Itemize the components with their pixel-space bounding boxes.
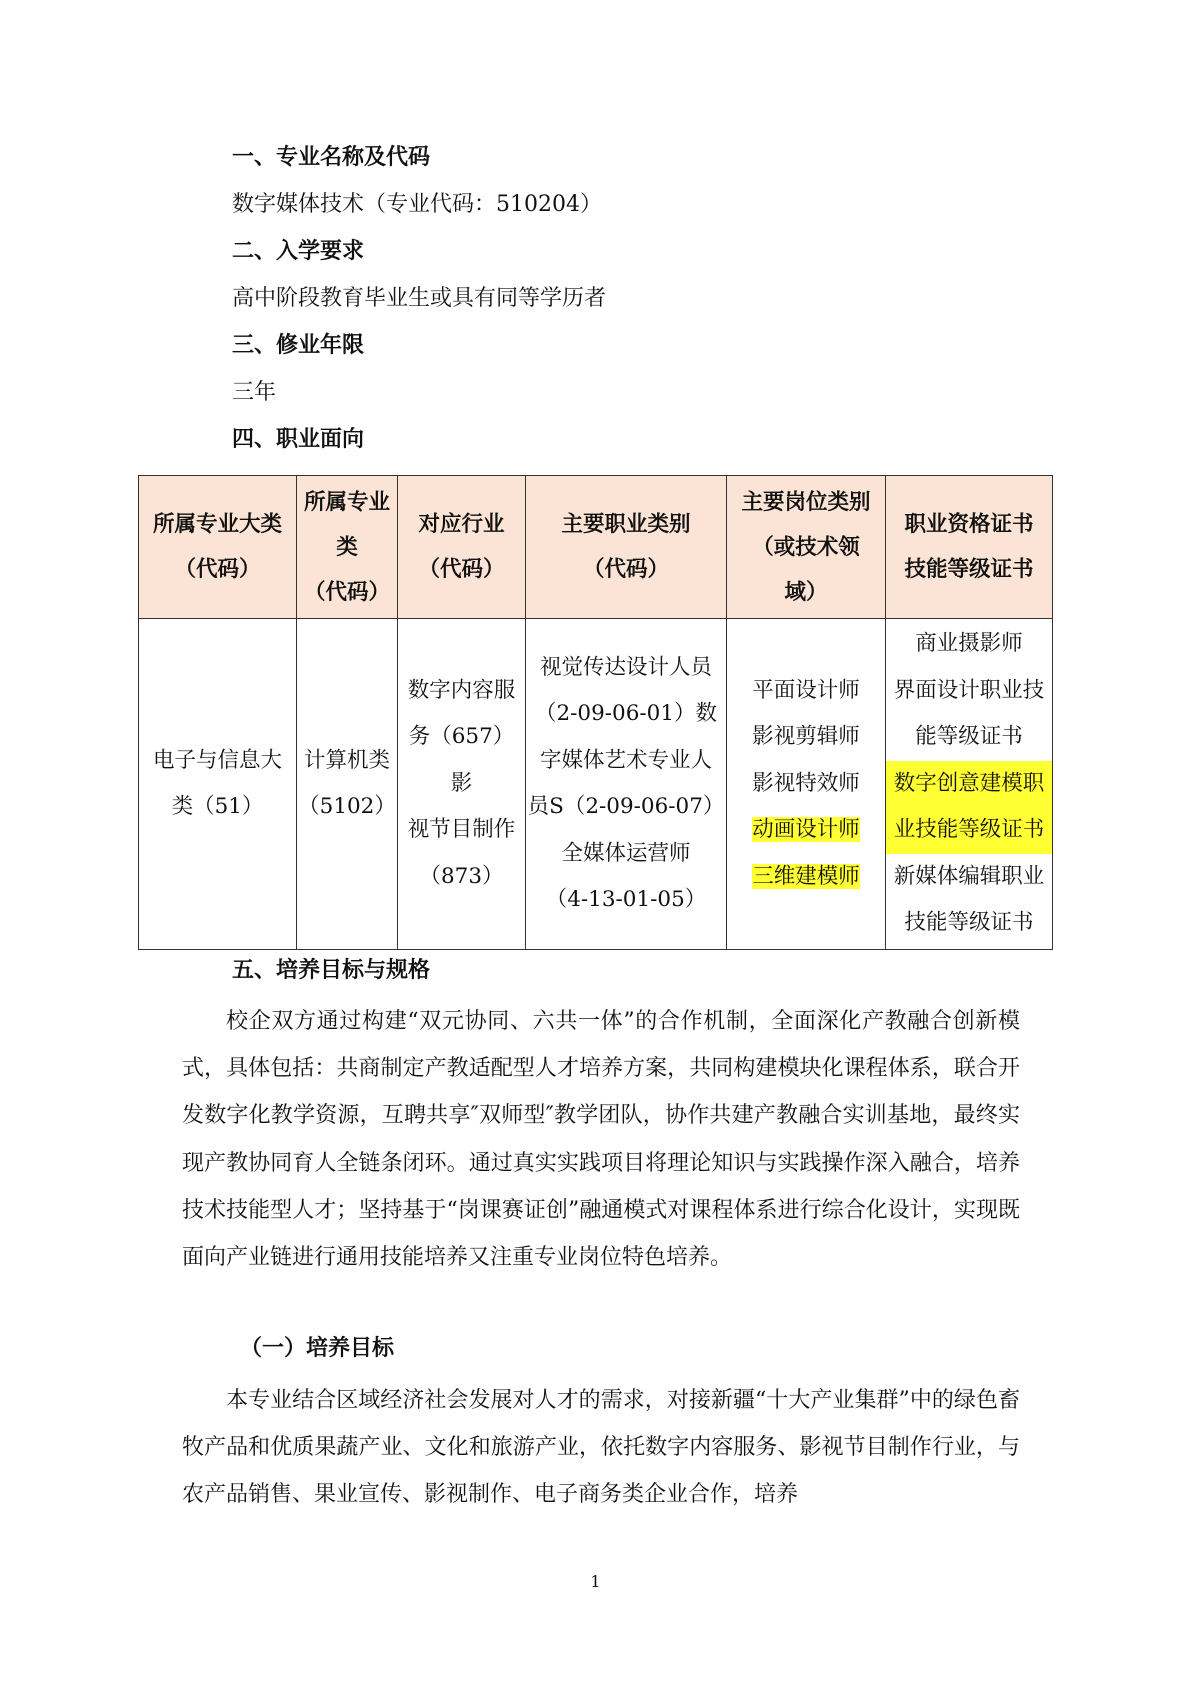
subsection-1-heading: （一）培养目标 xyxy=(240,1336,395,1361)
header-major-category: 所属专业大类 （代码） xyxy=(139,476,297,619)
certificate-list-2: 新媒体编辑职业 技能等级证书 xyxy=(893,863,1045,936)
occupation-table xyxy=(138,475,1053,950)
cell-major-category: 电子与信息大 类（51） xyxy=(139,619,297,950)
position-highlight-3d-modeling: 三维建模师 xyxy=(752,863,860,889)
certificate-highlight: 数字创意建模职 业技能等级证书 xyxy=(886,761,1052,854)
section-5-heading: 五、培养目标与规格 xyxy=(232,958,431,983)
cell-position xyxy=(727,619,886,950)
header-certificate: 职业资格证书 技能等级证书 xyxy=(886,476,1053,619)
header-position: 主要岗位类别 （或技术领 域） xyxy=(727,476,886,619)
section-1-heading: 一、专业名称及代码 xyxy=(232,145,431,170)
cell-occupation: 视觉传达设计人员 （2-09-06-01）数 字媒体艺术专业人 员S（2-09-06-07） 全媒体运营师 （4-13-01-05） xyxy=(526,619,727,950)
section-1-text: 数字媒体技术（专业代码：510204） xyxy=(232,192,602,217)
header-occupation: 主要职业类别 （代码） xyxy=(526,476,727,619)
certificate-list-1: 商业摄影师 界面设计职业技 能等级证书 xyxy=(893,631,1045,750)
table-row xyxy=(139,619,1053,950)
table-header-row xyxy=(139,476,1053,619)
cell-industry: 数字内容服 务（657）影 视节目制作 （873） xyxy=(398,619,526,950)
position-highlight-animation: 动画设计师 xyxy=(752,817,860,843)
page-number: 1 xyxy=(590,1572,601,1591)
section-5-paragraph: 校企双方通过构建“双元协同、六共一体”的合作机制，全面深化产教融合创新模式，具体包括：共商制定产教适配型人才培养方案，共同构建模块化课程体系，联合开发数字化教学资源，互聘共享″双师型″教学团队，协作共建产教融合实训基地，最终实现产教协同育人全链条闭环。通过真实实践项目将理论知识与实践操作深入融合，培养技术技能型人才；坚持基于“岗课赛证创”融通模式对课程体系进行综合化设计，实现既面向产业链进行通用技能培养又注重专业岗位特色培养。 xyxy=(182,1009,1020,1271)
section-2-text: 高中阶段教育毕业生或具有同等学历者 xyxy=(232,286,607,311)
section-3-text: 三年 xyxy=(232,380,277,405)
subsection-1-paragraph: 本专业结合区域经济社会发展对人才的需求，对接新疆“十大产业集群”中的绿色畜牧产品和优质果蔬产业、文化和旅游产业，依托数字内容服务、影视节目制作行业，与农产品销售、果业宣传、影视制作、电子商务类企业合作，培养 xyxy=(182,1388,1020,1508)
header-major-class: 所属专业 类 （代码） xyxy=(297,476,398,619)
section-3-heading: 三、修业年限 xyxy=(232,333,365,358)
cell-major-class: 计算机类 （5102） xyxy=(297,619,398,950)
section-4-heading: 四、职业面向 xyxy=(232,427,365,452)
section-2-heading: 二、入学要求 xyxy=(232,239,365,264)
position-list: 平面设计师 影视剪辑师 影视特效师 xyxy=(752,677,860,796)
cell-certificate xyxy=(886,619,1053,950)
header-industry: 对应行业 （代码） xyxy=(398,476,526,619)
